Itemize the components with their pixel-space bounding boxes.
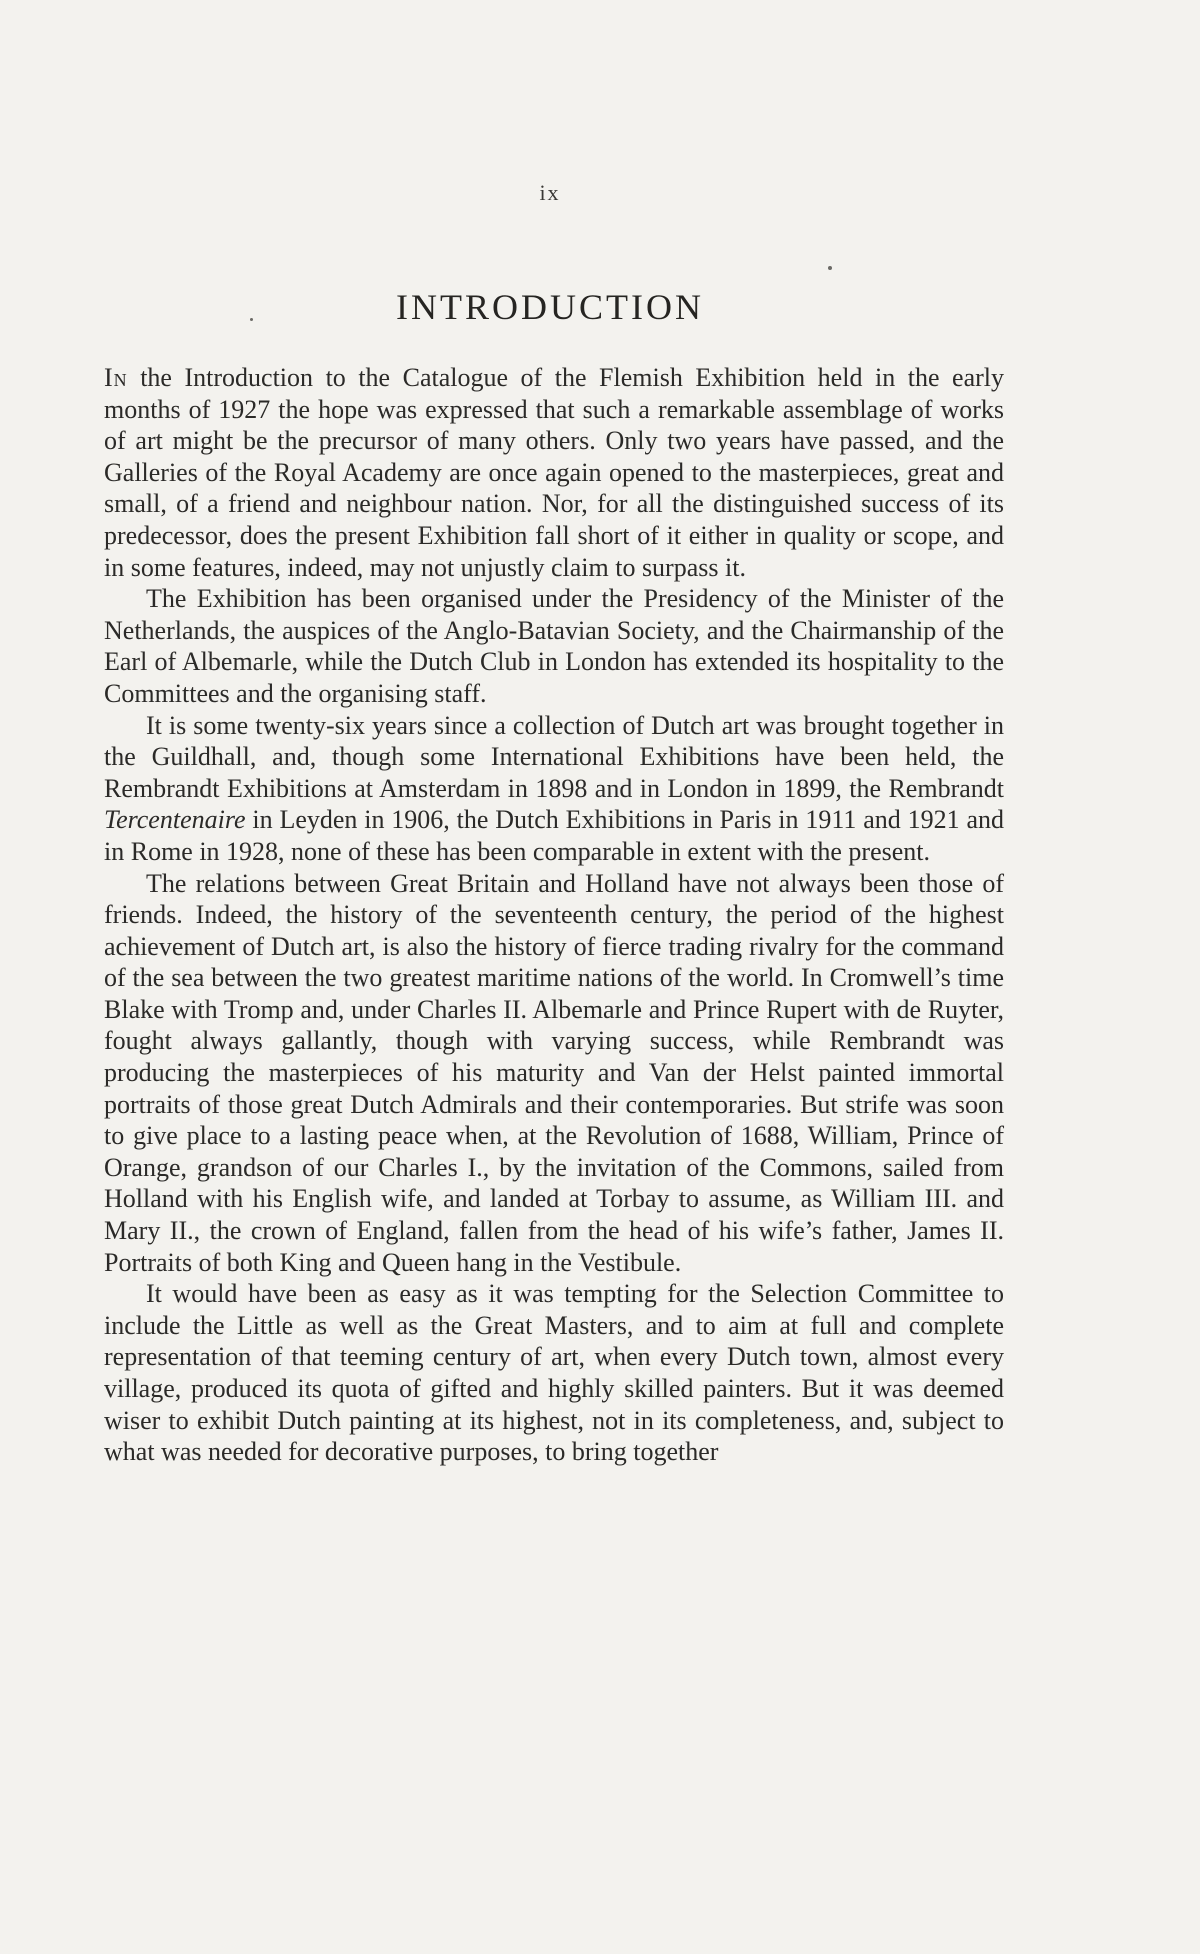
italic-term: Tercentenaire	[104, 805, 246, 835]
paragraph	[104, 710, 1004, 868]
paragraph: The relations between Great Britain and Holland have not always been those of friends. Indeed, the history of the seventeenth century, the period of the highest achievement of Dutch art, is also the history of fierce trading rivalry for the command of the sea between the two greatest maritime nations of the world. In Cromwell’s time Blake with Tromp and, under Charles II. Albemarle and Prince Rupert with de Ruyter, fought always gallantly, though with varying success, while Rembrandt was producing the masterpieces of his maturity and Van der Helst painted immortal portraits of those great Dutch Admirals and their contemporaries. But strife was soon to give place to a lasting peace when, at the Revolution of 1688, William, Prince of Orange, grandson of our Charles I., by the invitation of the Commons, sailed from Holland with his English wife, and landed at Torbay to assume, as William III. and Mary II., the crown of England, fallen from the head of his wife’s father, James II. Portraits of both King and Queen hang in the Vestibule.	[104, 868, 1004, 1277]
body-text	[104, 362, 1004, 1468]
paragraph: It would have been as easy as it was tempting for the Selection Committee to include the Little as well as the Great Masters, and to aim at full and complete representation of that teeming century of art, when every Dutch town, almost every village, produced its quota of gifted and highly skilled painters. But it was deemed wiser to exhibit Dutch painting at its highest, not in its completeness, and, subject to what was needed for decorative purposes, to bring together	[104, 1279, 1004, 1467]
paragraph	[104, 362, 1004, 583]
paragraph: The Exhibition has been organised under the Presidency of the Minister of the Netherlands, the auspices of the Anglo-Batavian Society, and the Chairmanship of the Earl of Albemarle, while the Dutch Club in London has extended its hospitality to the Committees and the organising staff.	[104, 584, 1004, 708]
print-speck	[828, 266, 832, 270]
paragraph-text: the Introduction to the Catalogue of the Flemish Exhibition held in the early months of 1927 the hope was expressed that such a remarkable assemblage of works of art might be the precursor of many others. Only two years have passed, and the Galleries of the Royal Academy are once again opened to the masterpieces, great and small, of a friend and neighbour nation. Nor, for all the distinguished success of its predecessor, does the present Exhibition fall short of it either in quality or scope, and in some features, indeed, may not unjustly claim to surpass it.	[104, 363, 1004, 582]
paragraph-text: It is some twenty-six years since a collection of Dutch art was brought together in the Guildhall, and, though some International Exhibitions have been held, the Rembrandt Exhibitions at Amsterdam in 1898 and in London in 1899, the Rembrandt	[104, 710, 1004, 803]
page-title: INTRODUCTION	[396, 287, 704, 327]
paragraph-lead-word: In	[104, 363, 128, 392]
paragraph-text: in Leyden in 1906, the Dutch Exhibitions in Paris in 1911 and 1921 and in Rome in 1928, none of these has been comparable in extent with the present.	[104, 805, 1004, 866]
page-number: ix	[539, 180, 561, 205]
